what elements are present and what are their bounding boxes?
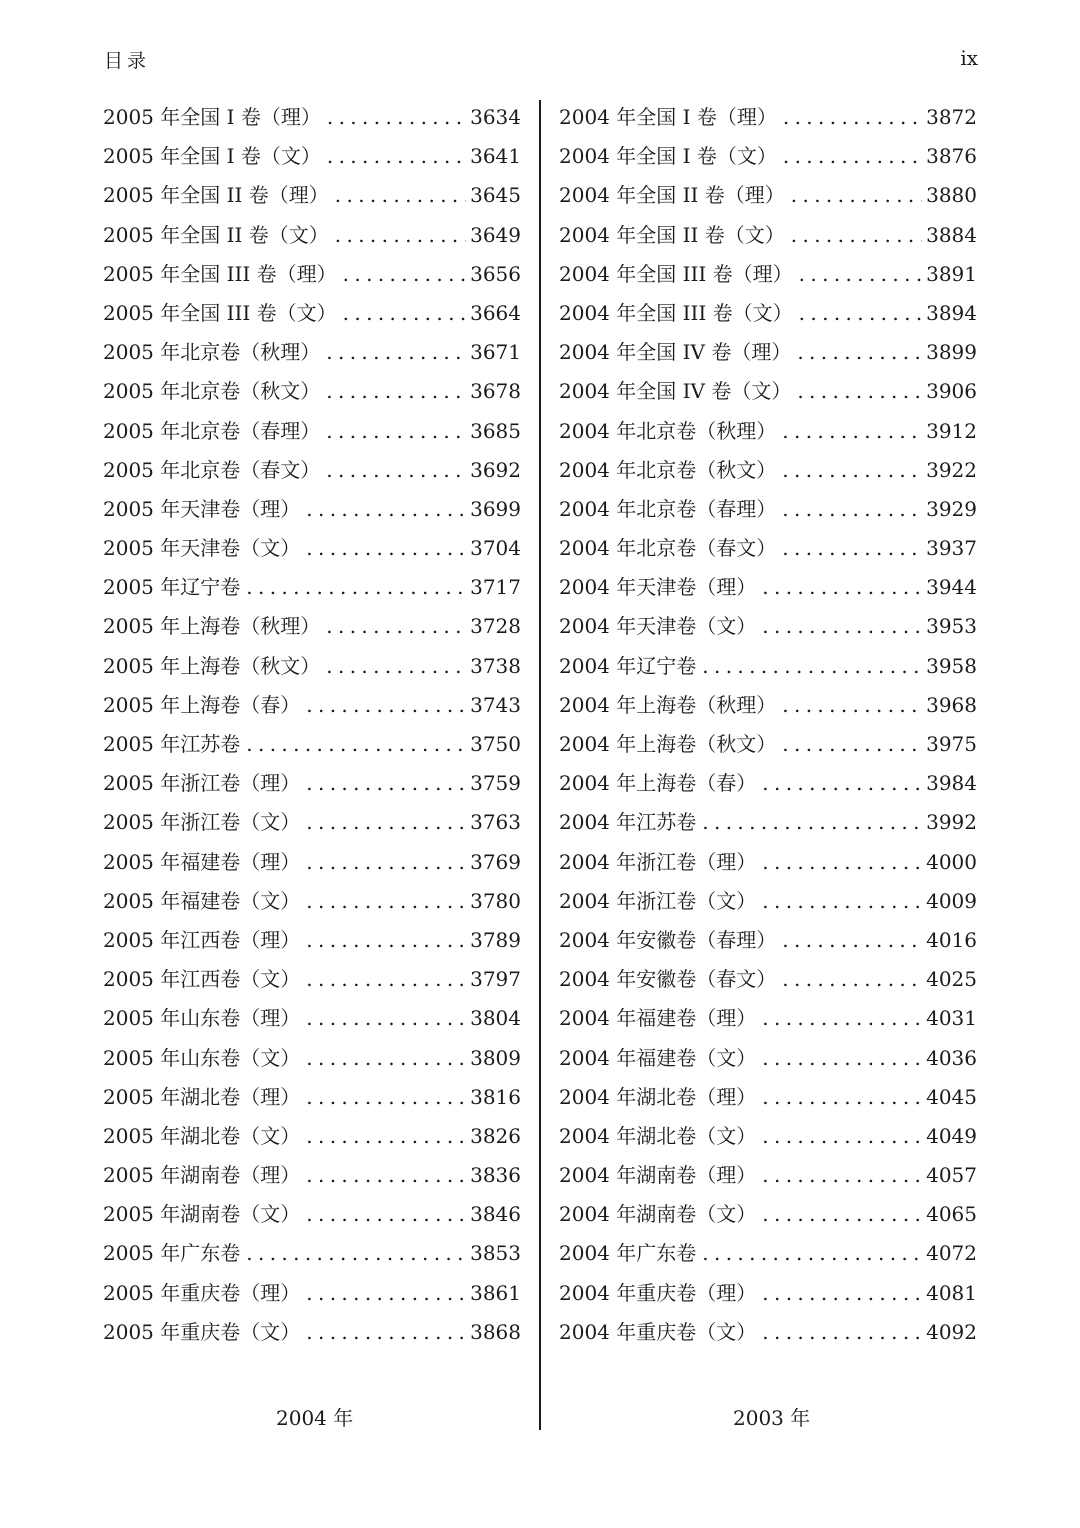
- dot-leader: [783, 98, 922, 137]
- section-heading-right: 2003 年: [733, 1406, 811, 1430]
- toc-entry-page: 3678: [470, 379, 521, 404]
- dot-leader: [306, 1274, 466, 1313]
- toc-entry-page: 3922: [926, 457, 977, 482]
- toc-entry-page: 3816: [470, 1084, 521, 1109]
- toc-entry-page: 3861: [470, 1280, 521, 1305]
- toc-entry[interactable]: [103, 843, 521, 882]
- toc-entry-title: 2005 年全国 II 卷（理）: [103, 183, 329, 208]
- toc-entry[interactable]: [559, 333, 977, 372]
- toc-entry-page: 3634: [470, 105, 521, 129]
- dot-leader: [335, 216, 466, 255]
- toc-entry-title: 2005 年湖北卷（理）: [103, 1084, 301, 1109]
- toc-entry[interactable]: [559, 1313, 977, 1352]
- toc-entry-title: 2005 年上海卷（秋文）: [103, 653, 321, 678]
- toc-entry-title: 2005 年全国 I 卷（文）: [103, 144, 321, 169]
- toc-entry[interactable]: [103, 803, 521, 842]
- page-number: ix: [960, 46, 978, 70]
- toc-entry-page: 4049: [926, 1123, 977, 1148]
- dot-leader: [306, 1313, 466, 1352]
- dot-leader: [791, 176, 922, 215]
- toc-entry[interactable]: [559, 451, 977, 490]
- toc-entry[interactable]: [559, 1039, 977, 1078]
- dot-leader: [762, 1274, 922, 1313]
- dot-leader: [783, 137, 922, 176]
- toc-entry-page: 4036: [926, 1045, 977, 1070]
- toc-entry-title: 2005 年重庆卷（理）: [103, 1280, 301, 1305]
- toc-entry-title: 2005 年全国 II 卷（文）: [103, 222, 329, 247]
- toc-entry-title: 2004 年浙江卷（理）: [559, 849, 757, 874]
- toc-entry[interactable]: [559, 882, 977, 921]
- toc-entry-title: 2005 年江西卷（文）: [103, 967, 301, 992]
- toc-entry-page: 4031: [926, 1006, 977, 1031]
- dot-leader: [791, 216, 922, 255]
- dot-leader: [762, 882, 922, 921]
- dot-leader: [762, 1117, 922, 1156]
- toc-entry-page: 3728: [470, 614, 521, 639]
- toc-entry-page: 3880: [926, 183, 977, 208]
- toc-entry[interactable]: [103, 1078, 521, 1117]
- toc-entry-title: 2004 年天津卷（理）: [559, 575, 757, 600]
- toc-entry[interactable]: [103, 725, 521, 764]
- toc-entry[interactable]: [559, 255, 977, 294]
- toc-entry-title: 2005 年辽宁卷: [103, 575, 241, 600]
- toc-entry-page: 3872: [926, 105, 977, 129]
- dot-leader: [335, 176, 466, 215]
- dot-leader: [782, 960, 922, 999]
- toc-entry-page: 3804: [470, 1006, 521, 1031]
- toc-entry-page: 4092: [926, 1319, 977, 1344]
- toc-entry[interactable]: [103, 1195, 521, 1234]
- dot-leader: [306, 843, 466, 882]
- toc-entry-title: 2005 年北京卷（秋文）: [103, 379, 321, 404]
- dot-leader: [326, 451, 466, 490]
- toc-entry-page: 3968: [926, 692, 977, 717]
- dot-leader: [343, 255, 466, 294]
- toc-entry-title: 2005 年全国 I 卷（理）: [103, 105, 321, 129]
- toc-entry-page: 4065: [926, 1202, 977, 1227]
- toc-entry-title: 2004 年全国 II 卷（理）: [559, 183, 785, 208]
- toc-entry-page: 4009: [926, 888, 977, 913]
- toc-entry-page: 3743: [470, 692, 521, 717]
- dot-leader: [306, 686, 466, 725]
- toc-entry-page: 4072: [926, 1241, 977, 1266]
- toc-entry[interactable]: [103, 98, 521, 137]
- toc-entry[interactable]: [103, 412, 521, 451]
- toc-entry[interactable]: [103, 607, 521, 646]
- toc-entry-title: 2004 年天津卷（文）: [559, 614, 757, 639]
- dot-leader: [327, 98, 466, 137]
- toc-entry-page: 3876: [926, 144, 977, 169]
- dot-leader: [327, 137, 466, 176]
- toc-entry[interactable]: [103, 137, 521, 176]
- toc-entry-page: 3763: [470, 810, 521, 835]
- dot-leader: [762, 999, 922, 1038]
- toc-entry[interactable]: [559, 764, 977, 803]
- toc-entry-page: 3704: [470, 536, 521, 561]
- dot-leader: [782, 529, 922, 568]
- dot-leader: [782, 921, 922, 960]
- toc-entry[interactable]: [559, 803, 977, 842]
- toc-entry[interactable]: [559, 529, 977, 568]
- column-divider: [539, 100, 541, 1430]
- dot-leader: [306, 999, 466, 1038]
- toc-entry[interactable]: [103, 529, 521, 568]
- toc-entry[interactable]: [103, 647, 521, 686]
- toc-entry-title: 2004 年全国 I 卷（文）: [559, 144, 777, 169]
- toc-entry-page: 3846: [470, 1202, 521, 1227]
- toc-entry-title: 2004 年上海卷（秋理）: [559, 692, 777, 717]
- dot-leader: [326, 412, 466, 451]
- toc-entry-page: 3645: [470, 183, 521, 208]
- toc-entry[interactable]: [103, 921, 521, 960]
- toc-entry[interactable]: [103, 490, 521, 529]
- toc-column-right: [559, 98, 977, 1352]
- toc-entry[interactable]: [559, 1156, 977, 1195]
- toc-entry-title: 2005 年福建卷（文）: [103, 888, 301, 913]
- toc-entry-page: 4057: [926, 1163, 977, 1188]
- toc-entry[interactable]: [559, 294, 977, 333]
- dot-leader: [782, 451, 922, 490]
- toc-entry[interactable]: [103, 1156, 521, 1195]
- toc-entry-title: 2004 年北京卷（秋文）: [559, 457, 777, 482]
- toc-entry-page: 3836: [470, 1163, 521, 1188]
- dot-leader: [343, 294, 466, 333]
- toc-entry[interactable]: [103, 999, 521, 1038]
- toc-entry-title: 2005 年天津卷（文）: [103, 536, 301, 561]
- dot-leader: [702, 647, 922, 686]
- toc-entry[interactable]: [559, 921, 977, 960]
- toc-entry[interactable]: [559, 137, 977, 176]
- dot-leader: [762, 764, 922, 803]
- toc-entry[interactable]: [103, 1039, 521, 1078]
- toc-entry-title: 2004 年上海卷（秋文）: [559, 732, 777, 756]
- toc-entry-title: 2004 年浙江卷（文）: [559, 888, 757, 913]
- dot-leader: [782, 686, 922, 725]
- toc-entry-title: 2004 年广东卷: [559, 1241, 697, 1266]
- toc-entry-title: 2005 年北京卷（秋理）: [103, 340, 321, 365]
- dot-leader: [326, 647, 466, 686]
- toc-entry-page: 3656: [470, 261, 521, 286]
- toc-entry-title: 2004 年全国 IV 卷（理）: [559, 340, 792, 365]
- toc-entry-page: 4025: [926, 967, 977, 992]
- toc-entry-title: 2004 年全国 III 卷（理）: [559, 261, 793, 286]
- dot-leader: [306, 1117, 466, 1156]
- toc-entry[interactable]: [103, 1117, 521, 1156]
- toc-entry[interactable]: [103, 216, 521, 255]
- toc-entry-page: 3984: [926, 771, 977, 796]
- dot-leader: [246, 725, 466, 764]
- toc-entry-title: 2004 年北京卷（秋理）: [559, 418, 777, 443]
- toc-entry-page: 3899: [926, 340, 977, 365]
- toc-entry-title: 2004 年湖北卷（文）: [559, 1123, 757, 1148]
- toc-entry-page: 3685: [470, 418, 521, 443]
- toc-entry-page: 3975: [926, 732, 977, 756]
- dot-leader: [326, 607, 466, 646]
- toc-entry-title: 2004 年北京卷（春文）: [559, 536, 777, 561]
- running-header-title: 目录: [104, 50, 151, 72]
- toc-entry-page: 4016: [926, 927, 977, 952]
- dot-leader: [306, 1078, 466, 1117]
- toc-entry-page: 3953: [926, 614, 977, 639]
- dot-leader: [306, 764, 466, 803]
- toc-entry-title: 2005 年浙江卷（文）: [103, 810, 301, 835]
- toc-entry-title: 2004 年湖南卷（文）: [559, 1202, 757, 1227]
- dot-leader: [762, 607, 922, 646]
- toc-entry-page: 3826: [470, 1123, 521, 1148]
- toc-entry-page: 3912: [926, 418, 977, 443]
- dot-leader: [306, 921, 466, 960]
- section-heading-left: 2004 年: [276, 1406, 354, 1430]
- toc-entry[interactable]: [559, 1117, 977, 1156]
- toc-entry-page: 3750: [470, 732, 521, 756]
- dot-leader: [762, 1039, 922, 1078]
- dot-leader: [306, 1195, 466, 1234]
- toc-entry-page: 3759: [470, 771, 521, 796]
- dot-leader: [762, 1078, 922, 1117]
- toc-entry[interactable]: [559, 490, 977, 529]
- toc-entry-title: 2005 年江苏卷: [103, 732, 241, 756]
- toc-entry-title: 2005 年湖南卷（文）: [103, 1202, 301, 1227]
- toc-entry[interactable]: [103, 255, 521, 294]
- toc-entry-title: 2004 年北京卷（春理）: [559, 496, 777, 521]
- dot-leader: [246, 1234, 466, 1273]
- toc-entry-title: 2005 年湖北卷（文）: [103, 1123, 301, 1148]
- toc-entry-title: 2005 年广东卷: [103, 1241, 241, 1266]
- toc-entry[interactable]: [559, 1234, 977, 1273]
- dot-leader: [306, 960, 466, 999]
- toc-entry-page: 4081: [926, 1280, 977, 1305]
- toc-entry[interactable]: [559, 372, 977, 411]
- toc-entry-title: 2005 年山东卷（理）: [103, 1006, 301, 1031]
- toc-entry[interactable]: [103, 882, 521, 921]
- toc-entry-title: 2004 年全国 II 卷（文）: [559, 222, 785, 247]
- toc-entry-page: 3992: [926, 810, 977, 835]
- dot-leader: [762, 1195, 922, 1234]
- toc-entry[interactable]: [559, 176, 977, 215]
- toc-entry-title: 2005 年浙江卷（理）: [103, 771, 301, 796]
- dot-leader: [797, 333, 922, 372]
- toc-entry-title: 2004 年全国 I 卷（理）: [559, 105, 777, 129]
- toc-entry-title: 2005 年全国 III 卷（文）: [103, 300, 337, 325]
- dot-leader: [702, 803, 922, 842]
- toc-entry-page: 3937: [926, 536, 977, 561]
- dot-leader: [306, 882, 466, 921]
- toc-entry-title: 2004 年江苏卷: [559, 810, 697, 835]
- toc-entry[interactable]: [103, 1234, 521, 1273]
- dot-leader: [799, 294, 922, 333]
- toc-entry-page: 3884: [926, 222, 977, 247]
- toc-entry-page: 3769: [470, 849, 521, 874]
- toc-entry[interactable]: [559, 98, 977, 137]
- toc-entry-title: 2005 年上海卷（春）: [103, 692, 301, 717]
- toc-entry-page: 3929: [926, 496, 977, 521]
- dot-leader: [306, 490, 466, 529]
- toc-entry-page: 3717: [470, 575, 521, 600]
- toc-entry[interactable]: [103, 764, 521, 803]
- toc-entry-title: 2005 年全国 III 卷（理）: [103, 261, 337, 286]
- toc-entry[interactable]: [103, 1274, 521, 1313]
- toc-entry-title: 2004 年重庆卷（理）: [559, 1280, 757, 1305]
- toc-entry-title: 2004 年上海卷（春）: [559, 771, 757, 796]
- toc-entry-page: 3649: [470, 222, 521, 247]
- toc-entry-title: 2004 年安徽卷（春文）: [559, 967, 777, 992]
- dot-leader: [762, 1313, 922, 1352]
- toc-entry-page: 4000: [926, 849, 977, 874]
- toc-entry[interactable]: [559, 686, 977, 725]
- toc-entry[interactable]: [103, 372, 521, 411]
- dot-leader: [762, 568, 922, 607]
- toc-entry[interactable]: [103, 960, 521, 999]
- toc-entry-title: 2005 年北京卷（春理）: [103, 418, 321, 443]
- toc-entry-page: 3853: [470, 1241, 521, 1266]
- toc-entry-page: 3891: [926, 261, 977, 286]
- toc-entry[interactable]: [103, 176, 521, 215]
- toc-entry[interactable]: [559, 960, 977, 999]
- toc-entry-page: 3699: [470, 496, 521, 521]
- toc-entry-title: 2005 年重庆卷（文）: [103, 1319, 301, 1344]
- toc-entry[interactable]: [559, 647, 977, 686]
- toc-entry-title: 2004 年全国 IV 卷（文）: [559, 379, 792, 404]
- toc-entry-title: 2004 年安徽卷（春理）: [559, 927, 777, 952]
- toc-entry-page: 3738: [470, 653, 521, 678]
- dot-leader: [246, 568, 466, 607]
- toc-entry[interactable]: [559, 1078, 977, 1117]
- toc-entry-page: 3664: [470, 300, 521, 325]
- dot-leader: [782, 490, 922, 529]
- toc-entry[interactable]: [103, 333, 521, 372]
- toc-entry-title: 2005 年山东卷（文）: [103, 1045, 301, 1070]
- toc-column-left: [103, 98, 521, 1352]
- toc-entry-page: 3958: [926, 653, 977, 678]
- toc-entry-page: 3906: [926, 379, 977, 404]
- toc-entry-title: 2004 年重庆卷（文）: [559, 1319, 757, 1344]
- toc-entry-page: 3809: [470, 1045, 521, 1070]
- toc-entry[interactable]: [559, 216, 977, 255]
- running-header: [0, 46, 1080, 74]
- toc-entry-title: 2005 年上海卷（秋理）: [103, 614, 321, 639]
- toc-entry-title: 2004 年福建卷（文）: [559, 1045, 757, 1070]
- toc-entry-title: 2004 年湖北卷（理）: [559, 1084, 757, 1109]
- toc-entry-page: 3868: [470, 1319, 521, 1344]
- toc-entry[interactable]: [103, 686, 521, 725]
- dot-leader: [797, 372, 922, 411]
- toc-entry-page: 3797: [470, 967, 521, 992]
- toc-entry-title: 2004 年全国 III 卷（文）: [559, 300, 793, 325]
- toc-entry-page: 3944: [926, 575, 977, 600]
- dot-leader: [306, 1039, 466, 1078]
- toc-entry-page: 3789: [470, 927, 521, 952]
- dot-leader: [782, 412, 922, 451]
- toc-entry-page: 3780: [470, 888, 521, 913]
- dot-leader: [762, 1156, 922, 1195]
- toc-entry-title: 2005 年天津卷（理）: [103, 496, 301, 521]
- dot-leader: [326, 372, 466, 411]
- toc-entry-page: 3894: [926, 300, 977, 325]
- toc-entry-page: 3641: [470, 144, 521, 169]
- toc-entry[interactable]: [559, 999, 977, 1038]
- toc-entry[interactable]: [559, 725, 977, 764]
- toc-entry-title: 2005 年湖南卷（理）: [103, 1163, 301, 1188]
- toc-entry[interactable]: [559, 412, 977, 451]
- toc-entry[interactable]: [103, 294, 521, 333]
- toc-entry-page: 4045: [926, 1084, 977, 1109]
- toc-entry[interactable]: [103, 568, 521, 607]
- toc-entry-title: 2005 年北京卷（春文）: [103, 457, 321, 482]
- toc-entry[interactable]: [559, 1274, 977, 1313]
- toc-entry-page: 3671: [470, 340, 521, 365]
- toc-entry-title: 2005 年江西卷（理）: [103, 927, 301, 952]
- toc-entry[interactable]: [103, 451, 521, 490]
- dot-leader: [326, 333, 466, 372]
- dot-leader: [799, 255, 922, 294]
- toc-entry[interactable]: [559, 607, 977, 646]
- toc-entry-title: 2005 年福建卷（理）: [103, 849, 301, 874]
- toc-entry[interactable]: [559, 1195, 977, 1234]
- dot-leader: [306, 803, 466, 842]
- toc-entry-title: 2004 年福建卷（理）: [559, 1006, 757, 1031]
- dot-leader: [762, 843, 922, 882]
- toc-entry[interactable]: [559, 843, 977, 882]
- dot-leader: [702, 1234, 922, 1273]
- toc-entry-title: 2004 年辽宁卷: [559, 653, 697, 678]
- dot-leader: [306, 529, 466, 568]
- dot-leader: [306, 1156, 466, 1195]
- dot-leader: [782, 725, 922, 764]
- toc-entry[interactable]: [103, 1313, 521, 1352]
- toc-entry-title: 2004 年湖南卷（理）: [559, 1163, 757, 1188]
- toc-entry-page: 3692: [470, 457, 521, 482]
- toc-entry[interactable]: [559, 568, 977, 607]
